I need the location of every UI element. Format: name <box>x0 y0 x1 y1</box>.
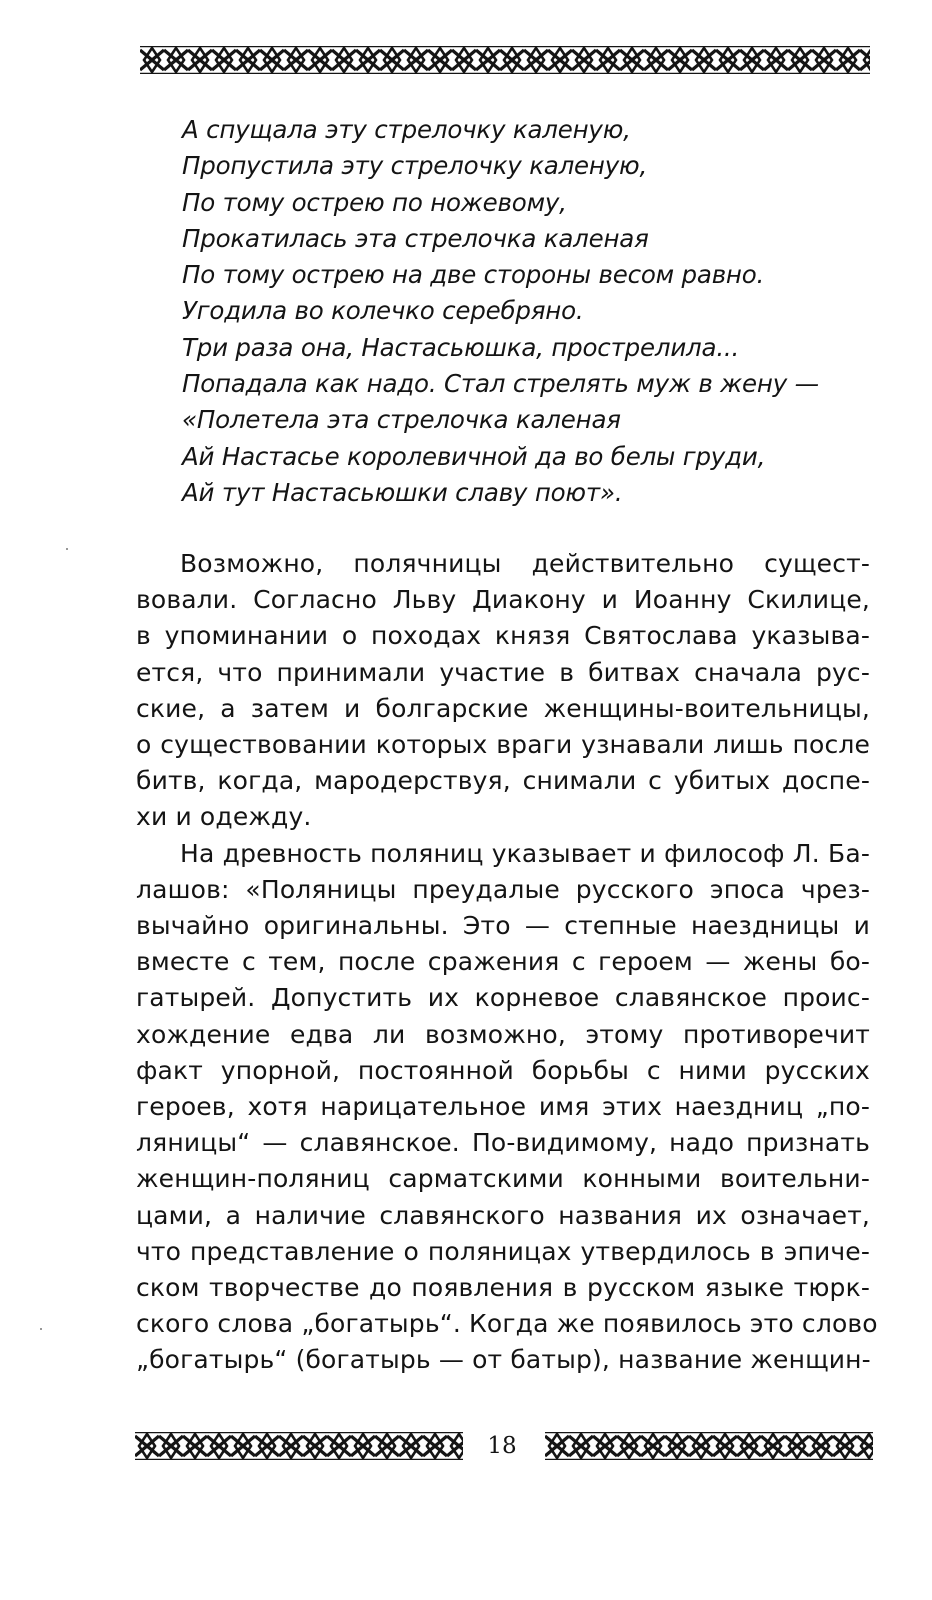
text-line: цами, а наличие славянского названия их означает, <box>136 1200 870 1230</box>
paragraph-1 <box>136 546 870 836</box>
poem-line: Угодила во колечко серебряно. <box>182 296 584 326</box>
text-line: факт упорной, постоянной борьбы с ними русских <box>136 1055 870 1085</box>
poem-line: По тому острею на две стороны весом равно. <box>182 260 765 290</box>
text-line: битв, когда, мародерствуя, снимали с убитых доспе- <box>136 766 870 796</box>
text-line: что представление о поляницах утвердилось в эпиче- <box>136 1236 870 1266</box>
text-line: в упоминании о походах князя Святослава указыва- <box>136 621 870 651</box>
scan-speck <box>66 548 68 550</box>
text-line: женщин-поляниц сарматскими конными воительни- <box>136 1164 870 1194</box>
text-line: ском творчестве до появления в русском языке тюрк- <box>136 1273 870 1303</box>
bottom-left-ornament-border-icon <box>135 1432 463 1460</box>
bottom-right-ornament-border-icon <box>545 1432 873 1460</box>
text-line: ляницы“ — славянское. По-видимому, надо признать <box>136 1128 870 1158</box>
body-text <box>136 546 878 1379</box>
poem-line: По тому острею по ножевому, <box>182 187 567 217</box>
poem-line: Прокатилась эта стрелочка каленая <box>182 223 649 253</box>
poem-line: «Полетела эта стрелочка каленая <box>182 405 621 435</box>
text-line: „богатырь“ (богатырь — от батыр), название женщин- <box>136 1345 871 1375</box>
text-line: ется, что принимали участие в битвах сначала рус- <box>136 657 870 687</box>
text-line: лашов: «Поляницы преудалые русского эпоса чрез- <box>136 874 870 904</box>
text-line: героев, хотя нарицательное имя этих наездниц „по- <box>136 1092 870 1122</box>
poem-line: Пропустила эту стрелочку каленую, <box>182 151 648 181</box>
poem-line: Ай Настасье королевичной да во белы груди, <box>182 441 766 471</box>
text-line: хождение едва ли возможно, этому противоречит <box>136 1019 870 1049</box>
text-line: Возможно, полячницы действительно сущест- <box>180 549 870 578</box>
text-line: о существовании которых враги узнавали лишь после <box>136 730 870 760</box>
text-line: вычайно оригинальны. Это — степные наездницы и <box>136 911 870 941</box>
poem-line: А спущала эту стрелочку каленую, <box>182 115 631 144</box>
poem-line: Три раза она, Настасьюшка, прострелила... <box>182 332 740 362</box>
text-line: хи и одежду. <box>136 802 312 832</box>
poem-line: Ай тут Настасьюшки славу поют». <box>182 477 623 507</box>
text-line: вовали. Согласно Льву Диакону и Иоанну Скилице, <box>136 585 870 615</box>
poem-verse <box>182 112 872 511</box>
text-line: вместе с тем, после сражения с героем — жены бо- <box>136 947 870 977</box>
top-ornament-border-icon <box>140 46 870 74</box>
poem-line: Попадала как надо. Стал стрелять муж в жену — <box>182 369 819 399</box>
text-line: На древность поляниц указывает и философ Л. Ба- <box>180 838 870 868</box>
text-line: ского слова „богатырь“. Когда же появилось это слово <box>136 1309 878 1339</box>
scan-speck <box>40 1328 42 1330</box>
page-number: 18 <box>487 1433 517 1459</box>
text-line: гатырей. Допустить их корневое славянское проис- <box>136 983 870 1013</box>
text-line: ские, а затем и болгарские женщины-воительницы, <box>136 693 870 723</box>
paragraph-2 <box>136 836 878 1379</box>
